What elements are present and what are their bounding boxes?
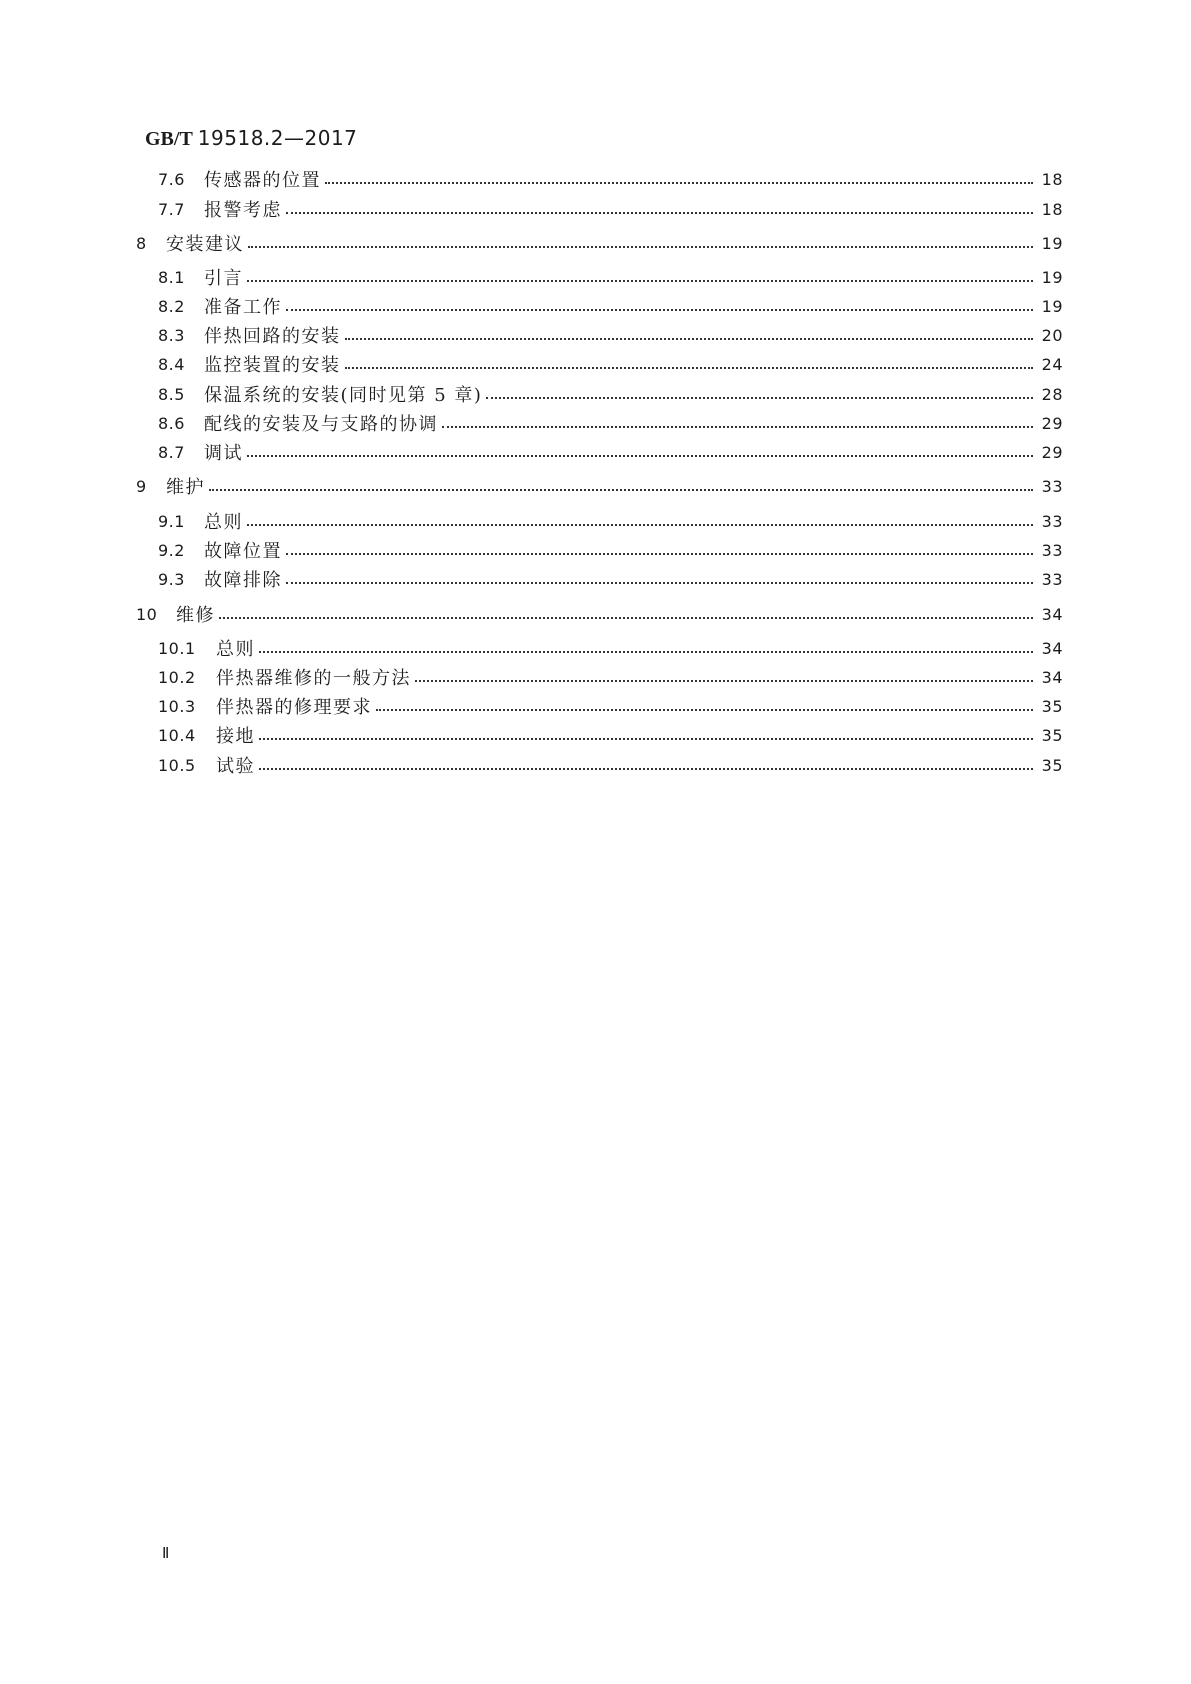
- toc-entry-page: 35: [1041, 725, 1063, 745]
- page-number: Ⅱ: [162, 1546, 170, 1562]
- toc-entry-number: 8.5: [158, 384, 185, 404]
- toc-entry-page: 18: [1041, 199, 1063, 219]
- toc-entry-number: 10.3: [158, 696, 196, 716]
- toc-entry[interactable]: [158, 410, 1063, 436]
- standard-number: 19518.2—2017: [197, 126, 358, 150]
- toc-entry-title: 伴热回路的安装: [204, 326, 341, 347]
- dot-leader: [247, 523, 1033, 526]
- toc-entry[interactable]: [158, 635, 1063, 661]
- dot-leader: [325, 181, 1033, 184]
- dot-leader: [286, 552, 1033, 555]
- toc-entry-page: 35: [1041, 696, 1063, 716]
- toc-entry-number: 9.2: [158, 540, 185, 560]
- toc-entry-title: 接地: [216, 726, 255, 747]
- toc-entry-page: 34: [1041, 604, 1063, 624]
- toc-entry[interactable]: [158, 166, 1063, 192]
- dot-leader: [259, 737, 1033, 740]
- toc-entry[interactable]: [158, 508, 1063, 534]
- toc-entry-title: 监控装置的安装: [204, 355, 341, 376]
- toc-entry-page: 33: [1041, 569, 1063, 589]
- toc-entry-page: 35: [1041, 755, 1063, 775]
- toc-entry[interactable]: [136, 473, 1063, 499]
- dot-leader: [286, 308, 1033, 311]
- toc-entry-page: 34: [1041, 667, 1063, 687]
- dot-leader: [247, 279, 1033, 282]
- dot-leader: [415, 679, 1033, 682]
- toc-entry-number: 8.6: [158, 413, 185, 433]
- toc-entry-title: 故障位置: [204, 541, 282, 562]
- toc-entry[interactable]: [158, 322, 1063, 348]
- toc-entry-number: 10.5: [158, 755, 196, 775]
- toc-entry-page: 28: [1041, 384, 1063, 404]
- toc-entry-number: 8.2: [158, 296, 185, 316]
- toc-entry-number: 8.7: [158, 442, 185, 462]
- toc-entry[interactable]: [158, 537, 1063, 563]
- dot-leader: [247, 454, 1033, 457]
- toc-entry[interactable]: [158, 293, 1063, 319]
- toc-entry[interactable]: [158, 439, 1063, 465]
- toc-entry[interactable]: [158, 722, 1063, 748]
- dot-leader: [259, 767, 1033, 770]
- toc-entry-page: 20: [1041, 325, 1063, 345]
- toc-entry[interactable]: [158, 693, 1063, 719]
- toc-entry[interactable]: [158, 381, 1063, 407]
- toc-entry-title: 准备工作: [204, 297, 282, 318]
- toc-entry[interactable]: [136, 230, 1063, 256]
- toc-entry-title: 配线的安装及与支路的协调: [204, 414, 438, 435]
- toc-entry-title: 试验: [216, 756, 255, 777]
- toc-entry[interactable]: [158, 351, 1063, 377]
- toc-entry-page: 34: [1041, 638, 1063, 658]
- toc-entry-page: 29: [1041, 442, 1063, 462]
- toc-entry[interactable]: [158, 752, 1063, 778]
- toc-entry-title: 伴热器的修理要求: [216, 697, 372, 718]
- dot-leader: [486, 396, 1033, 399]
- toc-entry-title: 安装建议: [166, 234, 244, 255]
- toc-entry-number: 10.4: [158, 725, 196, 745]
- dot-leader: [286, 211, 1033, 214]
- toc-entry-number: 7.7: [158, 199, 185, 219]
- toc-entry-title: 总则: [204, 512, 243, 533]
- toc-entry-title: 报警考虑: [204, 200, 282, 221]
- dot-leader: [259, 650, 1033, 653]
- toc-entry[interactable]: [136, 601, 1063, 627]
- toc-entry-page: 18: [1041, 169, 1063, 189]
- toc-entry-page: 24: [1041, 354, 1063, 374]
- toc-entry-title: 引言: [204, 268, 243, 289]
- toc-entry-number: 9.3: [158, 569, 185, 589]
- toc-entry-title: 保温系统的安装(同时见第 5 章): [204, 385, 483, 406]
- toc-entry-page: 33: [1041, 511, 1063, 531]
- toc-entry-title: 维护: [166, 477, 205, 498]
- toc-entry-number: 9.1: [158, 511, 185, 531]
- dot-leader: [376, 708, 1033, 711]
- dot-leader: [286, 581, 1033, 584]
- dot-leader: [219, 616, 1033, 619]
- dot-leader: [442, 425, 1033, 428]
- toc-entry-title: 维修: [176, 605, 215, 626]
- toc-entry-number: 8: [136, 233, 147, 253]
- toc-entry[interactable]: [158, 664, 1063, 690]
- toc-entry-title: 调试: [204, 443, 243, 464]
- toc-entry-number: 8.1: [158, 267, 185, 287]
- toc-entry-page: 33: [1041, 476, 1063, 496]
- toc-entry-title: 伴热器维修的一般方法: [216, 668, 411, 689]
- toc-entry-number: 10.1: [158, 638, 196, 658]
- toc-entry-title: 故障排除: [204, 570, 282, 591]
- dot-leader: [248, 245, 1033, 248]
- toc-entry-page: 19: [1041, 233, 1063, 253]
- toc-entry-number: 8.4: [158, 354, 185, 374]
- toc-entry[interactable]: [158, 196, 1063, 222]
- toc-entry-title: 传感器的位置: [204, 170, 321, 191]
- toc-entry-page: 19: [1041, 267, 1063, 287]
- standard-prefix: GB/T: [145, 128, 193, 150]
- dot-leader: [209, 488, 1033, 491]
- dot-leader: [345, 366, 1034, 369]
- toc-entry[interactable]: [158, 566, 1063, 592]
- toc-entry-number: 7.6: [158, 169, 185, 189]
- toc-entry-number: 10: [136, 604, 158, 624]
- toc-entry-title: 总则: [216, 639, 255, 660]
- toc-entry[interactable]: [158, 264, 1063, 290]
- toc-entry-page: 29: [1041, 413, 1063, 433]
- dot-leader: [345, 337, 1034, 340]
- toc-entry-number: 10.2: [158, 667, 196, 687]
- toc-entry-number: 9: [136, 476, 147, 496]
- toc-entry-number: 8.3: [158, 325, 185, 345]
- toc-entry-page: 33: [1041, 540, 1063, 560]
- toc-entry-page: 19: [1041, 296, 1063, 316]
